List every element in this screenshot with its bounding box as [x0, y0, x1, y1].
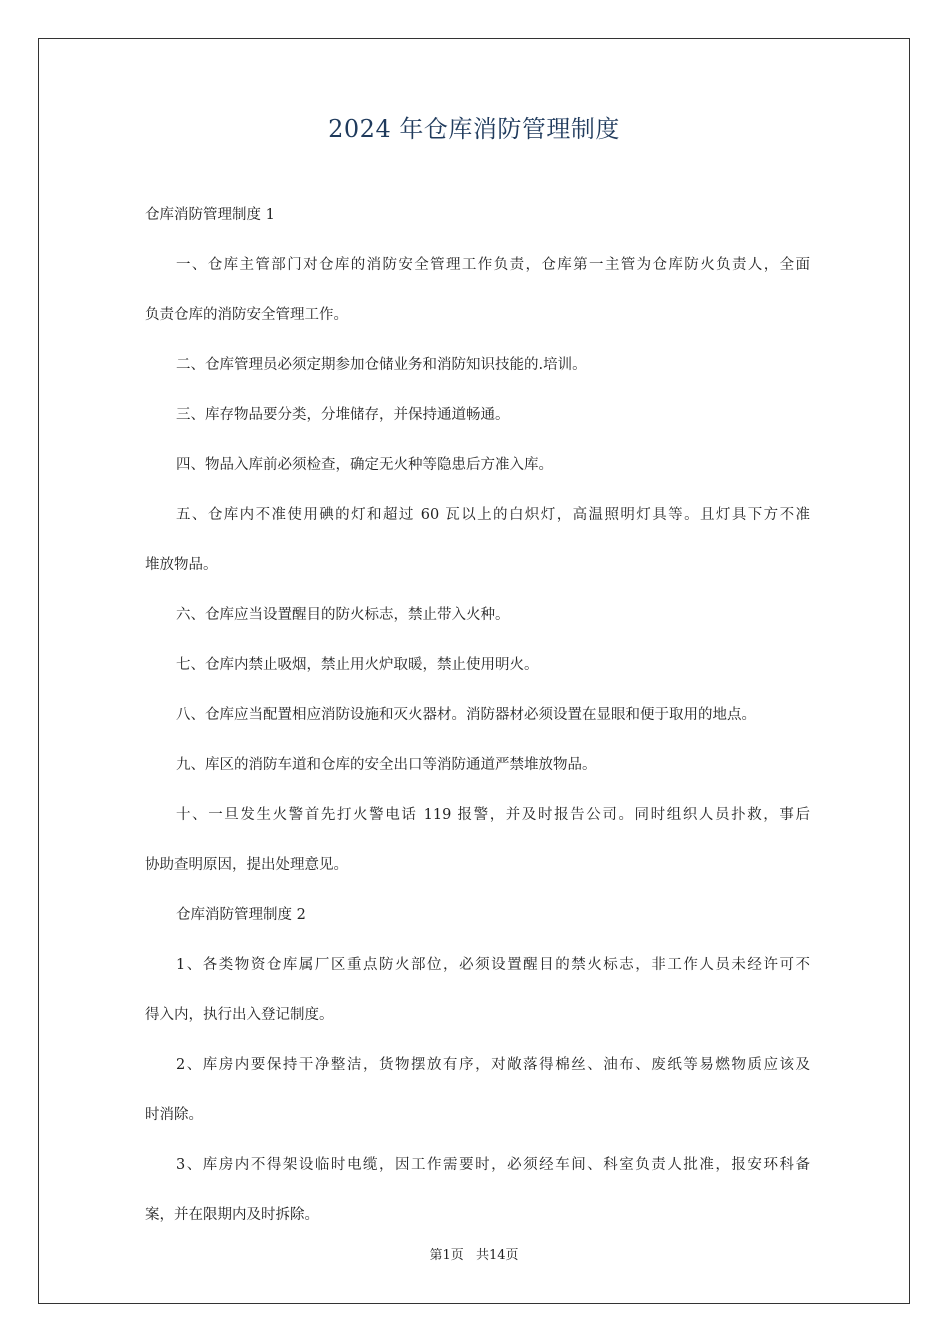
document-line: 八、仓库应当配置相应消防设施和灭火器材。消防器材必须设置在显眼和便于取用的地点。: [176, 707, 756, 723]
document-line: 三、库存物品要分类，分堆储存，并保持通道畅通。: [176, 407, 510, 423]
page-number-current: 第1页: [429, 1248, 464, 1263]
document-line: 2、库房内要保持干净整洁，货物摆放有序，对敞落得棉丝、油布、废纸等易燃物质应该及: [176, 1057, 810, 1073]
document-line: 一、仓库主管部门对仓库的消防安全管理工作负责，仓库第一主管为仓库防火负责人，全面: [176, 257, 810, 273]
document-line: 六、仓库应当设置醒目的防火标志，禁止带入火种。: [176, 607, 510, 623]
document-line: 3、库房内不得架设临时电缆，因工作需要时，必须经车间、科室负责人批准，报安环科备: [176, 1157, 810, 1173]
document-line: 堆放物品。: [145, 557, 218, 573]
document-line: 二、仓库管理员必须定期参加仓储业务和消防知识技能的.培训。: [176, 357, 587, 373]
document-line: 协助查明原因，提出处理意见。: [145, 857, 348, 873]
document-line: 七、仓库内禁止吸烟，禁止用火炉取暖，禁止使用明火。: [176, 657, 539, 673]
document-line: 时消除。: [145, 1107, 203, 1123]
page-number-total: 共14页: [475, 1248, 519, 1263]
document-line: 仓库消防管理制度 2: [176, 907, 306, 923]
document-line: 九、库区的消防车道和仓库的安全出口等消防通道严禁堆放物品。: [176, 757, 597, 773]
document-line: 仓库消防管理制度 1: [145, 207, 275, 223]
document-body: [145, 200, 810, 1250]
document-line: 1、各类物资仓库属厂区重点防火部位，必须设置醒目的禁火标志，非工作人员未经许可不: [176, 957, 810, 973]
document-line: 五、仓库内不准使用碘的灯和超过 60 瓦以上的白炽灯，高温照明灯具等。且灯具下方不准: [176, 507, 810, 523]
document-line: 案，并在限期内及时拆除。: [145, 1207, 319, 1223]
page-footer: [38, 1246, 910, 1266]
document-line: 得入内，执行出入登记制度。: [145, 1007, 334, 1023]
document-title: 2024 年仓库消防管理制度: [328, 115, 620, 143]
document-line: 负责仓库的消防安全管理工作。: [145, 307, 348, 323]
document-line: 十、一旦发生火警首先打火警电话 119 报警，并及时报告公司。同时组织人员扑救，事后: [176, 807, 810, 823]
document-line: 四、物品入库前必须检查，确定无火种等隐患后方准入库。: [176, 457, 553, 473]
